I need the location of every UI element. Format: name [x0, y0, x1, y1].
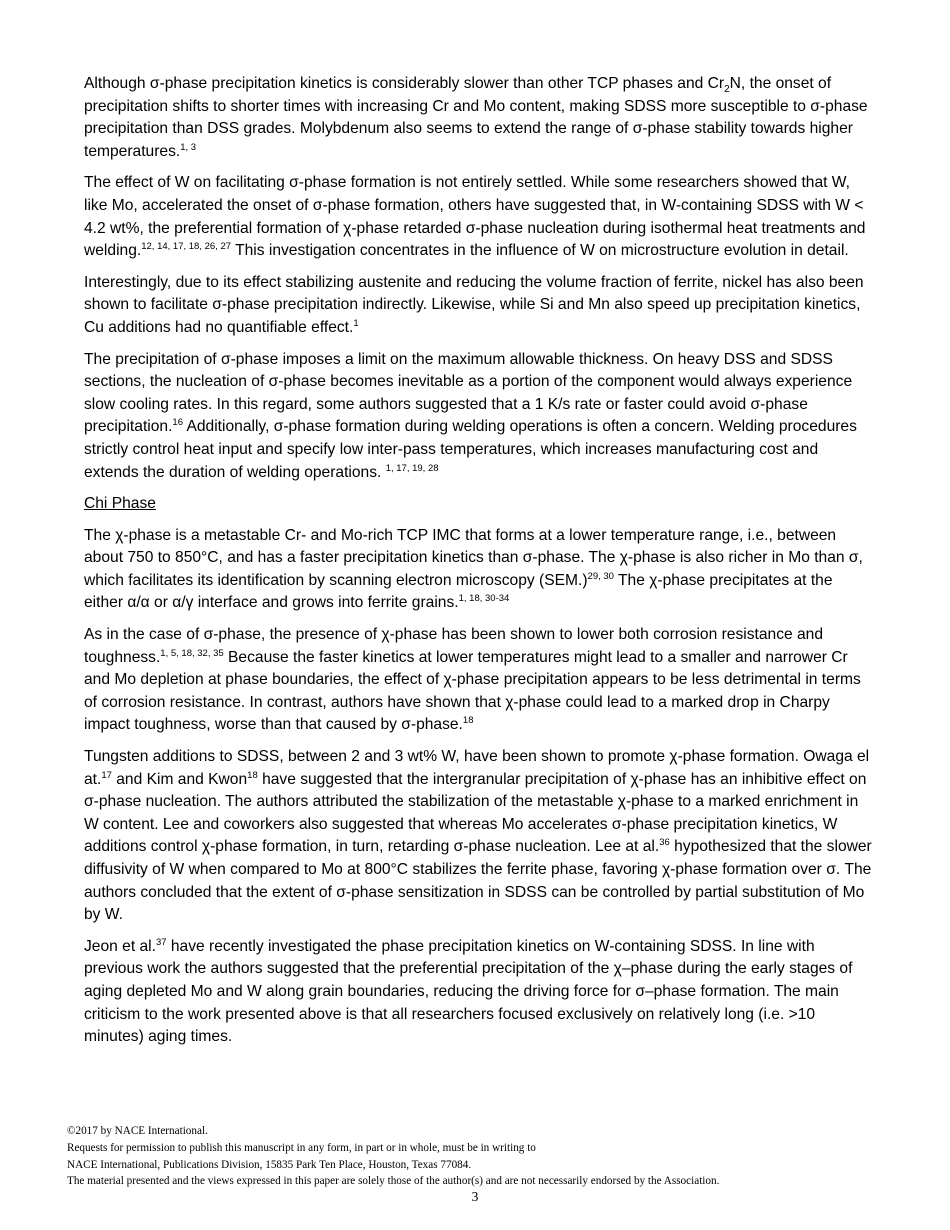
citation-ref: 1, 17, 19, 28	[385, 462, 439, 474]
paragraph-text: The precipitation of σ-phase imposes a limit on the maximum allowable thickness. On heavy DSS and SDSS sections, the nucleation of σ-phase becomes inevitable as a portion of the component would always experience slow cooling rates. In this regard, some authors suggested that a 1 K/s rate or faster could avoid σ-phase precipitation.	[84, 350, 853, 436]
footer-permission-line: Requests for permission to publish this manuscript in any form, in part or in whole, must be in writing to	[67, 1141, 536, 1154]
paragraph-text: As in the case of σ-phase, the presence of χ-phase has been shown to lower both corrosion resistance and toughness.	[84, 626, 824, 666]
footer-address-line: NACE International, Publications Division, 15835 Park Ten Place, Houston, Texas 77084.	[67, 1158, 472, 1171]
paragraph-text: Interestingly, due to its effect stabilizing austenite and reducing the volume fraction of ferrite, nickel has also been shown to facilitate σ-phase precipitation indirectly. Likewise, while Si and Mn also speed up precipitation kinetics, Cu additions had no quantifiable effect.	[84, 273, 864, 336]
citation-ref: 12, 14, 17, 18, 26, 27	[141, 240, 232, 252]
footer-copyright: ©2017 by NACE International.	[67, 1125, 208, 1137]
paragraph-tungsten-effect	[84, 172, 874, 262]
paragraph-text: The χ-phase is a metastable Cr- and Mo-rich TCP IMC that forms at a lower temperature range, i.e., between about 750 to 850°C, and has a faster precipitation kinetics than σ-phase. The χ-phase is also richer in Mo than σ, which facilitates its identification by scanning electron microscopy (SEM.)	[84, 526, 863, 589]
paragraph-text: Because the faster kinetics at lower temperatures might lead to a smaller and narrower Cr and Mo depletion at phase boundaries, the effect of χ-phase precipitation appears to be less detrimental in terms of corrosion resistance. In contrast, authors have shown that χ-phase could lead to a marked drop in Charpy impact toughness, worse than that caused by σ-phase.	[84, 648, 861, 734]
paragraph-text: Although σ-phase precipitation kinetics is considerably slower than other TCP phases and Cr	[84, 75, 725, 92]
paragraph-text: have suggested that the intergranular precipitation of χ-phase has an inhibitive effect on σ-phase nucleation. The authors attributed the stabilization of the metastable χ-phase to a marked enrichment in W content. Lee and coworkers also suggested that whereas Mo accelerates σ-phase precipitation kinetics, W additions control χ-phase formation, in turn, retarding σ-phase nucleation. Lee at al.	[84, 770, 867, 856]
paragraph-sigma-kinetics	[84, 73, 874, 163]
paragraph-text: have recently investigated the phase precipitation kinetics on W-containing SDSS. In line with previous work the authors suggested that the preferential precipitation of the χ–phase during the early stages of aging depleted Mo and W along grain boundaries, reducing the driving force for σ–phase formation. The main criticism to the work presented above is that all researchers focused exclusively on relatively long (i.e. >10 minutes) aging times.	[84, 937, 853, 1046]
paragraph-chi-corrosion	[84, 624, 874, 737]
section-heading-chi-phase: Chi Phase	[84, 495, 156, 513]
paragraph-text: N, the onset of precipitation shifts to shorter times with increasing Cr and Mo content, making SDSS more susceptible to σ-phase precipitation than DSS grades. Molybdenum also seems to extend the range of σ-phase stability towards higher temperatures.	[84, 75, 868, 160]
copyright-footer	[67, 1123, 887, 1190]
footer-disclaimer-line: The material presented and the views expressed in this paper are solely those of the author(s) and are not necessarily endorsed by the Association.	[67, 1175, 720, 1188]
paragraph-text: Tungsten additions to SDSS, between 2 and 3 wt% W, have been shown to promote χ-phase formation. Owaga el at.	[84, 748, 870, 788]
citation-ref: 37	[155, 936, 167, 948]
paragraph-text: Jeon et al.	[84, 937, 156, 955]
citation-ref: 1	[353, 317, 359, 329]
citation-ref: 17	[101, 769, 112, 781]
paragraph-text: hypothesized that the slower diffusivity of W when compared to Mo at 800°C stabilizes the ferrite phase, favoring χ-phase formation over σ. The authors concluded that the extent of σ-phase sensitization in SDSS can be controlled by partial substitution of Mo by W.	[84, 838, 872, 924]
paragraph-text: The effect of W on facilitating σ-phase formation is not entirely settled. While some researchers showed that W, like Mo, accelerated the onset of σ-phase formation, others have suggested that, in W-containing SDSS with W < 4.2 wt%, the preferential formation of χ-phase retarded σ-phase nucleation during isothermal heat treatments and welding.	[84, 174, 866, 260]
subscript: 2	[724, 84, 730, 96]
paragraph-nickel	[84, 272, 874, 340]
paragraph-tungsten-additions	[84, 746, 874, 927]
citation-ref: 1, 3	[180, 141, 197, 153]
paragraph-chi-definition	[84, 525, 874, 615]
paragraph-text: and Kim and Kwon	[111, 770, 248, 788]
paragraph-text: Additionally, σ-phase formation during welding operations is often a concern. Welding procedures strictly control heat input and specify low inter-pass temperatures, which increases manufacturing cost and extends the duration of welding operations.	[84, 418, 857, 481]
citation-ref: 29, 30	[587, 570, 614, 582]
citation-ref: 16	[172, 417, 183, 429]
paragraph-text: The χ-phase precipitates at the either α/α or α/γ interface and grows into ferrite grains.	[84, 571, 833, 612]
citation-ref: 1, 5, 18, 32, 35	[160, 647, 224, 659]
citation-ref: 18	[462, 715, 474, 727]
body-text	[84, 73, 874, 1058]
citation-ref: 18	[247, 769, 258, 781]
page-number: 3	[471, 1189, 479, 1204]
paragraph-thickness-limit	[84, 349, 874, 485]
paragraph-text: This investigation concentrates in the influence of W on microstructure evolution in detail.	[231, 242, 849, 260]
citation-ref: 1, 18, 30-34	[458, 593, 510, 605]
paragraph-jeon-study	[84, 936, 874, 1049]
citation-ref: 36	[659, 837, 670, 849]
